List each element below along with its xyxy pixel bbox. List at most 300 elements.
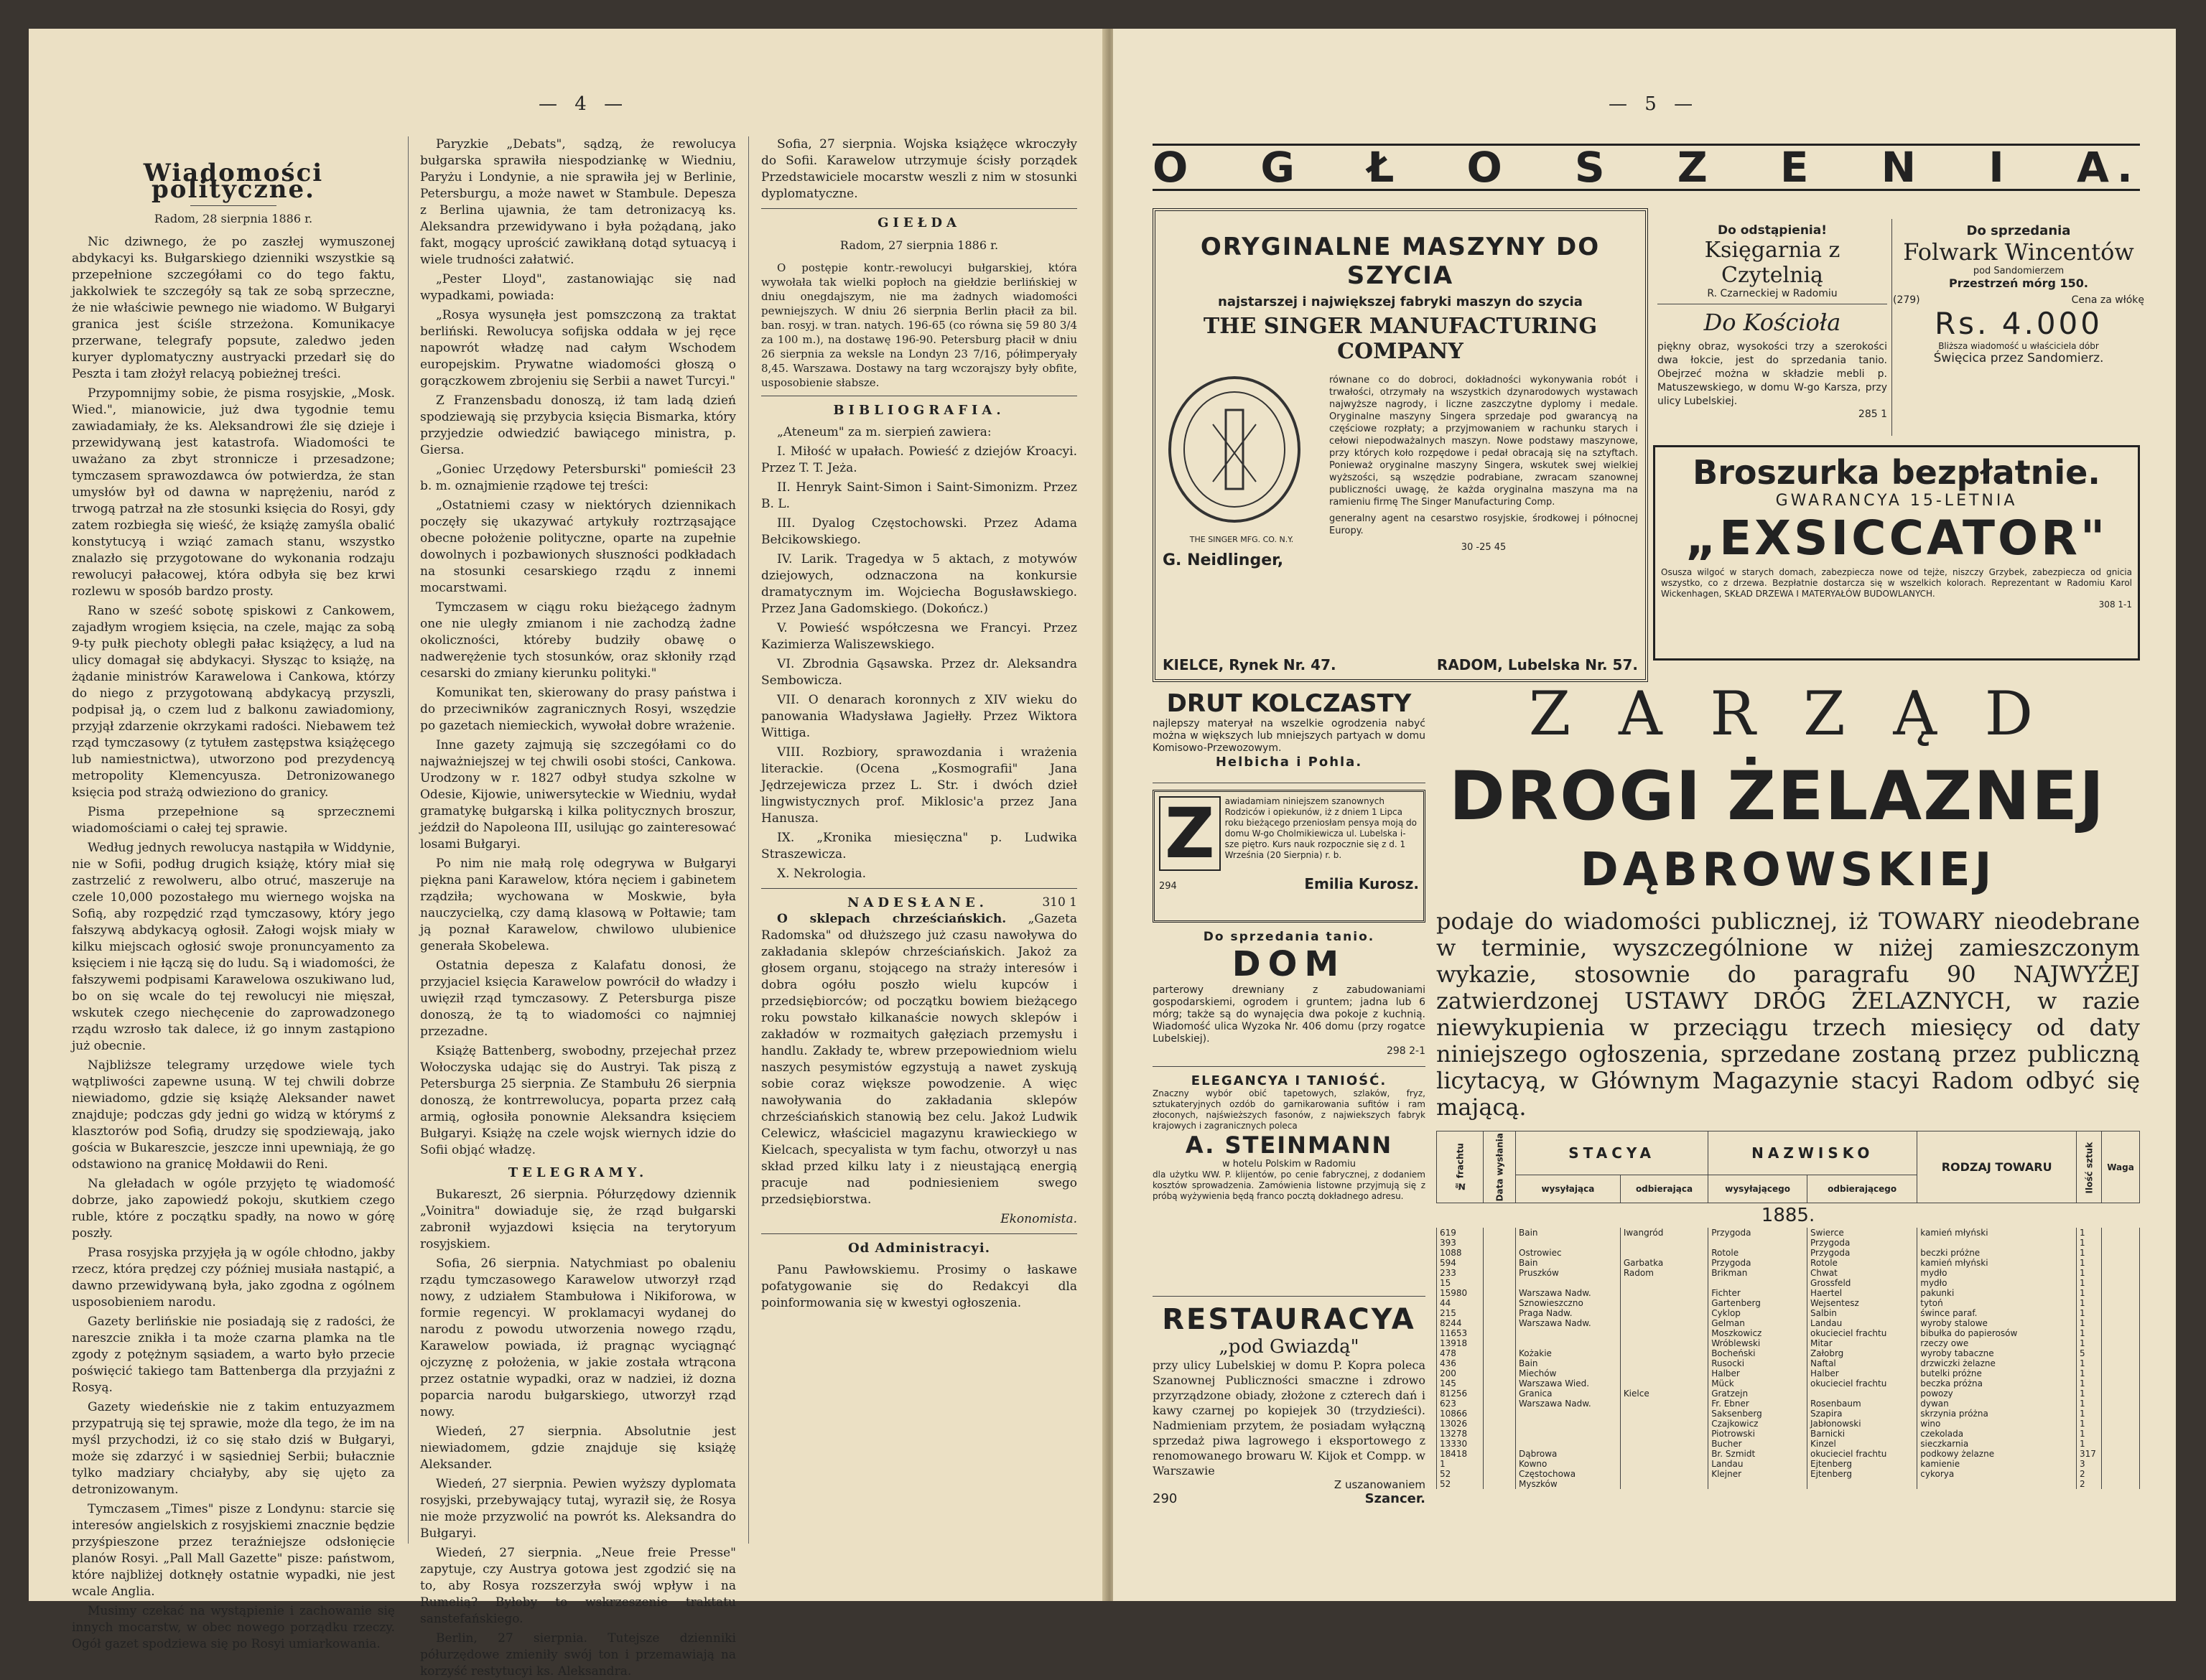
table-cell — [1484, 1248, 1516, 1258]
gielda-date: Radom, 27 sierpnia 1886 r. — [839, 238, 999, 252]
paragraph: Tymczasem „Times" pisze z Londynu: starcie się interesów angielskich z rosyjskiemi znacznie będzie przyśpieszone przez teraźniejsze odsłonięcie planów Rosyi. „Pall Mall Gazette" pisze: państwom, które najbliżej dotknęły ostatnie wypadki, nie jest wcale Anglia. — [72, 1502, 395, 1599]
table-cell — [1484, 1409, 1516, 1419]
table-cell: 215 — [1437, 1308, 1484, 1318]
table-cell — [2102, 1278, 2140, 1288]
table-cell: 1 — [2077, 1409, 2102, 1419]
paragraph: Komunikat ten, skierowany do prasy państwa i do przeciwników zagranicznych Rosyi, wszędzie po gazetach niemieckich, wywołał dobre wrażenie. — [420, 686, 736, 733]
table-cell: 145 — [1437, 1378, 1484, 1389]
table-cell: Częstochowa — [1516, 1469, 1621, 1479]
table-cell: okucieciel frachtu — [1807, 1328, 1917, 1338]
table-row — [1437, 1389, 2140, 1399]
table-cell: Radom — [1620, 1268, 1708, 1278]
table-cell — [1516, 1328, 1621, 1338]
table-cell: Gartenberg — [1708, 1298, 1807, 1308]
table-cell: 1 — [2077, 1248, 2102, 1258]
table-row — [1437, 1358, 2140, 1368]
table-cell: Rosenbaum — [1807, 1399, 1917, 1409]
table-cell: Szapira — [1807, 1409, 1917, 1419]
table-row — [1437, 1459, 2140, 1469]
nadeslane-heading: O sklepach chrześciańskich. — [777, 912, 1007, 926]
table-cell: Myszków — [1516, 1479, 1621, 1489]
table-cell: Mück — [1708, 1378, 1807, 1389]
singer-company: THE SINGER MANUFACTURING COMPANY — [1203, 314, 1598, 364]
table-cell — [1917, 1479, 2077, 1489]
bibliografia-item: VIII. Rozbiory, sprawozdania i wrażenia literackie. (Ocena „Kosmografii" Jana Jędrzejewicza przez L. Str. i dwóch dzieł lingwistycznych prof. Miklosic'a przez Jana Hanusza. — [761, 745, 1077, 826]
table-cell: tytoń — [1917, 1298, 2077, 1308]
table-cell: 13278 — [1437, 1429, 1484, 1439]
table-cell: Halber — [1807, 1368, 1917, 1378]
table-cell: 5 — [2077, 1348, 2102, 1358]
telegram: Wiedeń, 27 sierpnia. Pewien wyższy dyplomata rosyjski, przebywający tutaj, wyraził się, że Rosya nie może przyzwolić na powrót ks. Aleksandra do Bułgaryi. — [420, 1477, 736, 1541]
table-cell: kamień młyński — [1917, 1228, 2077, 1238]
table-row — [1437, 1268, 2140, 1278]
table-cell: Przygoda — [1807, 1248, 1917, 1258]
table-cell — [1484, 1338, 1516, 1348]
broszurka-title: Broszurka bezpłatnie. — [1693, 453, 2100, 492]
table-cell: Kielce — [1620, 1389, 1708, 1399]
table-cell — [2102, 1479, 2140, 1489]
singer-text: równane co do dobroci, dokładności wykonywania robót i trwałości, otrzymały na wszystkich dzynarodowych wystawach najwyższe nagrody, i liczne zaszczytne dyplomy i medale. Oryginalne maszyny Singera sprzedaje pod gwarancyą na częściowe rozpłaty; a przyjmowaniem w rachunku starych i cełowi niepodważalnych maszyn. Nowe podstawy maszynowe, przy których koło rozpędowe i pedał obracają się na sztyftach. Ponieważ oryginalne maszyny Singera, wskutek swej wielkiej wyższości, są wszędzie podrabiane, zwracam szanownej publiczności uwagę, że każda oryginalna maszyna ma na ramieniu firmę The Singer Manufacturing Comp. — [1329, 375, 1638, 508]
singer-seal-text: THE SINGER MFG. CO. N.Y. — [1189, 535, 1294, 544]
col-stacya-header: STACYA — [1516, 1131, 1708, 1175]
table-cell: Pruszków — [1516, 1268, 1621, 1278]
table-cell: 52 — [1437, 1479, 1484, 1489]
table-cell: 8244 — [1437, 1318, 1484, 1328]
table-cell: 1 — [2077, 1429, 2102, 1439]
table-cell: Garbatka — [1620, 1258, 1708, 1268]
paragraph: Najbliższe telegramy urzędowe wiele tych wątpliwości zapewne usuną. W tej chwili dobrze niewiadomo, gdzie się książę Aleksander nawet znajduje; podczas gdy jedni go widzą w którymś z klasztorów pod Sofią, drudzy się spodziewają, jako gościa w Bukareszcie, jeszcze inni upewniają, że go odstawiono na granicę Mołdawii do Reni. — [72, 1058, 395, 1172]
paragraph: Pisma przepełnione są sprzecznemi wiadomościami o całej tej sprawie. — [72, 805, 395, 836]
table-cell: Przygoda — [1807, 1238, 1917, 1248]
paragraph: Inne gazety zajmują się szczegółami co do najważniejszej w tej chwili osobi stości, Cankowa. Urodzony w r. 1827 odbył studya szkolne w Odesie, Kijowie, uniwersyteckie w Wiedniu, wydał gramatykę bułgarską i kilka politycznych broszur, jeździł do Napoleona III, usilując go zainteresować losami Bułgaryi. — [420, 738, 736, 851]
paragraph: Według jednych rewolucya nastąpiła w Widdynie, nie w Sofii, podług drugich książę, który miał się zastrzelić z rewolweru, albo otruć, maszeruje na czele 10,000 pozostałego mu wiernego wojska na Sofią, aby rozpędzić rząd tymczasowy, który jego fałszywą abdykacyą ogłosił. Załogi wojsk miały w kilku miejscach ogłosić swoje pronuncyamento za księciem i nie łączą się do ludu. Są i wiadomości, że fałszywemi podpisami Karawelowa oszukiwano lud, bo on się wcale do tej rewolucyi nie mięszał, wskutek czego niechęcenie do zaprowadzonego rządu wzrosło tak dalece, iż go innym zastąpiono już obecnie. — [72, 841, 395, 1053]
column-3 — [761, 136, 1077, 1558]
col-nazwisko-header: NAZWISKO — [1708, 1131, 1917, 1175]
table-cell — [1484, 1238, 1516, 1248]
col-rodzaj-header: RODZAJ TOWARU — [1917, 1131, 2077, 1203]
folwark-number: (279) — [1893, 294, 1920, 306]
table-cell: 1 — [2077, 1228, 2102, 1238]
table-cell: Ejtenberg — [1807, 1469, 1917, 1479]
header-letter: O — [1466, 143, 1509, 192]
table-cell: 1 — [2077, 1298, 2102, 1308]
table-cell: Warszawa Wied. — [1516, 1378, 1621, 1389]
bibliografia-item: VI. Zbrodnia Gąsawska. Przez dr. Aleksandra Sembowicza. — [761, 657, 1077, 688]
table-cell — [1620, 1399, 1708, 1409]
table-cell — [1620, 1318, 1708, 1328]
table-row — [1437, 1469, 2140, 1479]
table-cell — [2102, 1338, 2140, 1348]
table-cell: Fr. Ebner — [1708, 1399, 1807, 1409]
header-letter: A. — [2076, 143, 2140, 192]
zarzad-line1: Z A R Z Ą D — [1528, 678, 2048, 749]
table-cell: Piotrowski — [1708, 1429, 1807, 1439]
table-cell — [2102, 1469, 2140, 1479]
table-cell: Wróblewski — [1708, 1338, 1807, 1348]
header-letter: E — [1779, 143, 1816, 192]
table-cell — [1484, 1429, 1516, 1439]
header-letter: N — [1881, 143, 1924, 192]
table-cell: 1 — [2077, 1358, 2102, 1368]
table-cell: Dąbrowa — [1516, 1449, 1621, 1459]
table-cell — [1484, 1469, 1516, 1479]
table-body — [1437, 1228, 2140, 1489]
table-cell — [2102, 1439, 2140, 1449]
singer-subtitle: najstarszej i największej fabryki maszyn do szycia — [1218, 294, 1583, 309]
folwark-info: Bliższa wiadomość u właściciela dóbr — [1938, 341, 2099, 351]
table-cell — [2102, 1348, 2140, 1358]
table-cell: 1 — [2077, 1258, 2102, 1268]
table-row — [1437, 1419, 2140, 1429]
table-row — [1437, 1328, 2140, 1338]
paragraph: Gazety berlińskie nie posiadają się z radości, że nareszcie znikła i ta może czarna plamka na tle zgody z potężnym sąsiadem, a warto było przecie poświęcić takiego tam Battenberga dla przyjaźni z Rosyą. — [72, 1315, 395, 1395]
table-cell: drzwiczki żelazne — [1917, 1358, 2077, 1368]
bibliografia-item: II. Henryk Saint-Simon i Saint-Simonizm. Przez B. L. — [761, 480, 1077, 511]
table-row — [1437, 1378, 2140, 1389]
table-row — [1437, 1318, 2140, 1328]
paragraph: Paryzkie „Debats", sądzą, że rewolucya bułgarska sprawiła niespodziankę w Wiedniu, Paryżu i Londynie, a nie sprawiła jej w Berlinie, Petersburgu, a może nawet w Stambule. Depesza z Berlina ujawnia, że tam detronizacyą ks. Aleksandra przewidywano i była pożądaną, jako fakt, mogący uprościć zawikłaną dotąd sytuacyą i wiele trudności załatwić. — [420, 137, 736, 267]
bibliografia-item: V. Powieść współczesna we Francyi. Przez Kazimierza Waliszewskiego. — [761, 621, 1077, 652]
singer-title: ORYGINALNE MASZYNY DO SZYCIA — [1200, 233, 1601, 290]
table-cell: 44 — [1437, 1298, 1484, 1308]
bibliografia-item: III. Dyalog Częstochowski. Przez Adama Bełcikowskiego. — [761, 516, 1077, 547]
table-cell — [2102, 1298, 2140, 1308]
folwark-place: Święcica przez Sandomierz. — [1933, 351, 2104, 365]
table-cell: Kożakie — [1516, 1348, 1621, 1358]
table-cell: rzeczy owe — [1917, 1338, 2077, 1348]
zawiadamiam-text: awiadamiam niniejszem szanownych Rodziców i opiekunów, iż z dniem 1 Lipca roku bieżącego przeniosłam pensya moją do domu W-go Cholmikiewicza ul. Lubelska i-sze piętro. Kurs nauk rozpocznie się z d. 1 Września (20 Sierpnia) r. b. — [1224, 796, 1418, 860]
zawiadamiam-initial: Z — [1159, 796, 1221, 871]
table-cell: 1 — [2077, 1338, 2102, 1348]
table-cell: śwince paraf. — [1917, 1308, 2077, 1318]
drut-firm: Helbicha i Pohla. — [1215, 755, 1363, 770]
zawiadamiam-ad — [1153, 790, 1425, 923]
nadeslane-number: 310 1 — [1042, 895, 1077, 910]
table-cell: Salbin — [1807, 1308, 1917, 1318]
right-page-number: — 5 — — [1609, 93, 1699, 115]
paragraph: Po nim nie małą rolę odegrywa w Bułgaryi piękna pani Karawelow, która nęciem i gabinetem rządziła; wychowana w Moskwie, była nauczycielką, czy damą klasową w Połtawie; tam ją poznał Karawelow, chwilowo ulubienice generała Skobelewa. — [420, 857, 736, 953]
zawiadamiam-name: Emilia Kurosz. — [1304, 875, 1419, 892]
table-cell: butelki próżne — [1917, 1368, 2077, 1378]
table-cell: Naftal — [1807, 1358, 1917, 1368]
table-cell: Moszkowicz — [1708, 1328, 1807, 1338]
table-cell: 2 — [2077, 1469, 2102, 1479]
table-cell — [2102, 1328, 2140, 1338]
table-cell — [1484, 1348, 1516, 1358]
broszurka-sub: GWARANCYA 15-LETNIA — [1775, 492, 2018, 510]
table-cell: Rotole — [1708, 1248, 1807, 1258]
singer-seal-icon — [1163, 374, 1306, 532]
table-cell — [2102, 1409, 2140, 1419]
table-cell: 478 — [1437, 1348, 1484, 1358]
sub-header: odbierającego — [1807, 1175, 1917, 1203]
nadeslane-signature: Ekonomista. — [1000, 1212, 1077, 1226]
folwark-sub: pod Sandomierzem — [1973, 266, 2065, 276]
table-cell — [1620, 1248, 1708, 1258]
folwark-ad — [1889, 219, 2149, 436]
table-cell — [1484, 1318, 1516, 1328]
table-cell: 393 — [1437, 1238, 1484, 1248]
folwark-price: Rs. 4.000 — [1934, 306, 2103, 341]
table-cell: Warszawa Nadw. — [1516, 1288, 1621, 1298]
table-cell — [2102, 1288, 2140, 1298]
restauracya-sign: Szancer. — [1364, 1491, 1425, 1506]
ogloszenia-header — [1153, 144, 2140, 191]
paragraph: Tymczasem w ciągu roku bieżącego żadnym one nie uległy zmianom i nie zachodzą żadne okoliczności, któreby budziły obawę o nadwerężenie tych stosunków, oraz skłoniły rząd cesarski do zmiany kierunku polityki." — [420, 600, 736, 681]
table-cell — [2102, 1378, 2140, 1389]
table-cell: Sznowieszczno — [1516, 1298, 1621, 1308]
left-page-number: — 4 — — [539, 93, 629, 115]
bibliografia-item: IV. Larik. Tragedya w 5 aktach, z motywów dziejowych, odznaczona na konkursie dramatycznym im. Wojciecha Bogusławskiego. Przez Jana Gadomskiego. (Dokończ.) — [761, 552, 1077, 616]
table-cell: Granica — [1516, 1389, 1621, 1399]
table-cell: bibułka do papierosów — [1917, 1328, 2077, 1338]
broszurka-text: Osusza wilgoć w starych domach, zabezpiecza nowe od tejże, niszczy Grzybek, zabezpiecza od gnicia wszystko, co z drzewa. Bezpłatnie dostarcza się w wszelkich kolorach. Reprezentant w Radomiu Karol Wickenhagen, SKŁAD DRZEWA I MATERYAŁÓW BUDOWLANYCH. — [1661, 567, 2132, 599]
table-cell: Chwat — [1807, 1268, 1917, 1278]
bibliografia-item: X. Nekrologia. — [777, 867, 867, 881]
singer-ad — [1153, 208, 1648, 682]
header-letter: Ł — [1367, 143, 1402, 192]
table-row — [1437, 1368, 2140, 1378]
table-cell — [1484, 1368, 1516, 1378]
drut-text: najlepszy materyał na wszelkie ogrodzenia nabyć można w większych lub mniejszych partyach w domu Komisowo-Przewozowym. — [1153, 718, 1425, 754]
dom-ad — [1153, 930, 1425, 1067]
table-cell — [1484, 1298, 1516, 1308]
table-cell: beczka próżna — [1917, 1378, 2077, 1389]
table-cell: dywan — [1917, 1399, 2077, 1409]
table-cell: 1 — [2077, 1368, 2102, 1378]
table-cell — [1620, 1308, 1708, 1318]
paragraph: Nic dziwnego, że po zaszłej wymuszonej abdykacyi ks. Bułgarskiego dzienniki wszystkie są przepełnione szczegółami co do tego faktu, jakkolwiek te szczegóły są tak ze sobą sprzeczne, że nie właściwie pewnego nie wiadomo. W Bułgaryi granica jest ściśle strzeżona. Komunikacye przerwane, telegrafy popsute, zaledwo jeden kuryer dyplomatyczny austryacki przedarł się do Peszta i tam złożył relacyą pobieżnej treści. — [72, 235, 395, 381]
zarzad-line2: DROGI ŻELAZNEJ — [1448, 757, 2106, 836]
telegram: Wiedeń, 27 sierpnia. Absolutnie jest niewiadomem, gdzie znajduje się książę Aleksander. — [420, 1424, 736, 1472]
header-letter: O — [1153, 143, 1196, 192]
kosciola-title: Do Kościoła — [1703, 309, 1841, 336]
table-cell — [1620, 1459, 1708, 1469]
left-page — [29, 29, 1106, 1679]
folwark-price-label: Cena za włókę — [2071, 294, 2144, 306]
table-cell: 594 — [1437, 1258, 1484, 1268]
table-cell — [1620, 1338, 1708, 1348]
table-cell: 436 — [1437, 1358, 1484, 1368]
table-cell — [1484, 1258, 1516, 1268]
table-cell: wyroby tabaczne — [1917, 1348, 2077, 1358]
table-cell — [2102, 1308, 2140, 1318]
table-cell — [2102, 1258, 2140, 1268]
table-cell — [1516, 1419, 1621, 1429]
table-row — [1437, 1258, 2140, 1268]
table-cell: 1 — [2077, 1268, 2102, 1278]
elegancya-text2: dla użytku WW. P. klijentów, po cenie fabrycznej, z dodaniem kosztów sprowadzenia. Zamówienia listowne przyjmują się z próbą wyżywienia będą franco pocztą dokładnego adresu. — [1153, 1170, 1425, 1201]
table-cell: 1 — [2077, 1439, 2102, 1449]
table-row — [1437, 1278, 2140, 1288]
table-cell: okucieciel frachtu — [1807, 1378, 1917, 1389]
table-cell: 81256 — [1437, 1389, 1484, 1399]
table-cell: Ejtenberg — [1807, 1459, 1917, 1469]
table-cell — [1620, 1439, 1708, 1449]
table-cell: 1 — [2077, 1389, 2102, 1399]
table-cell: czekolada — [1917, 1429, 2077, 1439]
header-letter: I — [1988, 143, 2011, 192]
sub-header: wysyłającego — [1708, 1175, 1807, 1203]
singer-agent: G. Neidlinger, — [1163, 551, 1284, 569]
sub-header: wysyłająca — [1516, 1175, 1621, 1203]
column-divider — [408, 136, 409, 1544]
table-cell: Warszawa Nadw. — [1516, 1399, 1621, 1409]
table-cell: Haertel — [1807, 1288, 1917, 1298]
table-cell — [1620, 1479, 1708, 1489]
table-cell — [1484, 1228, 1516, 1238]
table-row — [1437, 1228, 2140, 1238]
elegancya-text: Znaczny wybór obić tapetowych, szlaków, fryz, sztukateryjnych ozdób do garnikarowania sufitów i ram złoconych, najświeższych fasonów, z najwiekszych fabryk krajowych i zagranicznych poleca — [1153, 1088, 1425, 1131]
table-cell — [1620, 1449, 1708, 1459]
bibliografia-item: VII. O denarach koronnych z XIV wieku do panowania Władysława Jagiełły. Przez Wiktora Wittiga. — [761, 693, 1077, 740]
table-cell: Landau — [1708, 1459, 1807, 1469]
drut-title: DRUT KOLCZASTY — [1166, 689, 1412, 718]
table-cell — [1484, 1268, 1516, 1278]
table-cell: Kowno — [1516, 1459, 1621, 1469]
table-cell: 10866 — [1437, 1409, 1484, 1419]
nadeslane-text: „Gazeta Radomska" od dłuższego już czasu nawoływa do zakładania sklepów chrześciańskich. Jakoż za głosem organu, stojącego na straży interesów i dobra ogółu poszło wielu kupców i przedsiębiorców; od początku bowiem bieżącego roku powstało kilkanaście nowych sklepów i zakładów w rozmaitych gałęziach przemysłu i handlu. Zakłady te, wbrew przepowiedniom wielu naszych pesymistów egzystują a nawet zyskują sobie coraz większe powodzenie. A więc nawoływania do zakładania sklepów chrześciańskich stanowią bez celu. Jakoż Ludwik Celewicz, właściciel magazynu krawieckiego w Kielcach, specyalista w tym fachu, otworzył u nas skład przed kilku laty i z nieustającą energią pracuje nad podniesieniem swego przedsiębiorstwa. — [761, 912, 1077, 1207]
table-cell: 1 — [2077, 1238, 2102, 1248]
paragraph: „Rosya wysunęła jest pomszczoną za traktat berliński. Rewolucya sofijska oddała w jej ręce napowrót władzę nad całym Wschodem europejskim. Prywatne wiadomości głoszą o gorączkowem zbrojeniu się Serbii a nawet Turcyi." — [420, 308, 736, 388]
table-cell — [1484, 1358, 1516, 1368]
gielda-text: O postępie kontr.-rewolucyi bułgarskiej, która wywołała tak wielki popłoch na giełdzie berlińskiej w dniu onegdajszym, nie ma żadnych wiadomości pewniejszych. W dniu 26 sierpnia Berlin płacił za bil. ban. rosyj. w tran. natych. 196-65 (co równa się 59 80 3/4 za 100 m.), na dostawę 196-90. Petersburg płacił w dniu 26 sierpnia za weksle na Londyn 23 7/16, półimperyały 8,45. Warszawa. Dostawy na targ wczorajszy były obfite, usposobienie słabsze. — [761, 261, 1077, 389]
table-cell — [1708, 1278, 1807, 1288]
table-cell: 1 — [2077, 1288, 2102, 1298]
admin-text: Panu Pawłowskiemu. Prosimy o łaskawe pofatygowanie się do Redakcyi dla poinformowania się w kwestyi ogłoszenia. — [761, 1263, 1077, 1310]
dom-text: parterowy drewniany z zabudowaniami gospodarskiemi, ogrodem i gruntem; jadna lub 6 mórg; także są do wynajęcia dwa pokoje z kuchnią. Wiadomość ulica Wyzoka Nr. 406 domu (przy rogatce Lubelskiej). — [1153, 984, 1425, 1045]
table-cell: 13918 — [1437, 1338, 1484, 1348]
sub-header: odbierająca — [1620, 1175, 1708, 1203]
header-letter: G — [1260, 143, 1303, 192]
table-cell: 1 — [2077, 1399, 2102, 1409]
table-cell: Gratzejn — [1708, 1389, 1807, 1399]
table-cell — [1620, 1469, 1708, 1479]
table-cell — [1807, 1479, 1917, 1489]
restauracya-sign-pre: Z uszanowaniem — [1334, 1478, 1425, 1491]
table-cell — [1917, 1238, 2077, 1248]
table-cell — [1484, 1288, 1516, 1298]
table-row — [1437, 1439, 2140, 1449]
header-letter: S — [1574, 143, 1612, 192]
table-cell: 52 — [1437, 1469, 1484, 1479]
table-cell — [2102, 1358, 2140, 1368]
towary-table — [1436, 1131, 2140, 1489]
elegancya-title: ELEGANCYA I TANIOŚĆ. — [1191, 1073, 1387, 1088]
restauracya-text: przy ulicy Lubelskiej w domu P. Kopra poleca Szanownej Publiczności smaczne i zdrowo przyrządzone obiady, złożone z czterech dań i kawy czarnej po kopiejek 30 (trzydzieści). Nadmieniam przytem, że posiadam wyłączną sprzedaż piwa lagrowego i eksportowego z renomowanego browaru W. Kijok et Compp. w Warszawie — [1153, 1358, 1425, 1478]
table-cell: Jabłonowski — [1807, 1419, 1917, 1429]
table-cell: 619 — [1437, 1228, 1484, 1238]
table-row — [1437, 1248, 2140, 1258]
singer-number: 30 -25 45 — [1461, 542, 1507, 553]
telegram: Sofia, 26 sierpnia. Natychmiast po obaleniu rządu tymczasowego Karawelow utworzył rząd nowy, z udziałem Stambułowa i Nikiforowa, w formie regencyi. W proklamacyi wydanej do narodu z powodu utworzenia nowego rządu, Karawelow powiada, iż pragnąc wyciągnąć ojczyznę z położenia, w jakie została wtrącona przez ostatnie wypadki, oraz w nadziei, iż dozna poparcia narodu bułgarskiego, utworzył rząd nowy. — [420, 1256, 736, 1419]
paragraph: Gazety wiedeńskie nie z takim entuzyazmem przypatrują się tej sprawie, może dla tego, że im na myśl przychodzi, iż co się stało dziś w Bułgaryi, może się zdarzyć i w sąsiedniej Serbii; bułacznie tylko madziary chciałyby, aby się ujęto za detronizowanym. — [72, 1400, 395, 1497]
table-cell: 13026 — [1437, 1419, 1484, 1429]
table-cell — [2102, 1459, 2140, 1469]
table-cell — [1484, 1308, 1516, 1318]
table-cell — [1484, 1449, 1516, 1459]
table-cell — [1620, 1419, 1708, 1429]
table-cell: 623 — [1437, 1399, 1484, 1409]
table-cell — [1516, 1409, 1621, 1419]
paragraph: „Pester Lloyd", zastanowiając się nad wypadkami, powiada: — [420, 272, 736, 303]
ksiegarnia-title: Księgarnia z Czytelnią — [1704, 238, 1840, 288]
table-cell — [2102, 1399, 2140, 1409]
table-cell: Kinzel — [1807, 1439, 1917, 1449]
header-letter: Z — [1677, 143, 1715, 192]
paragraph: Z Franzensbadu donoszą, iż tam ladą dzień spodziewają się przybycia księcia Bismarka, który przyjedzie odwiedzić bawiącego ministra, p. Giersa. — [420, 393, 736, 457]
table-cell — [2102, 1429, 2140, 1439]
table-cell — [2102, 1238, 2140, 1248]
telegram-sofia: Sofia, 27 sierpnia. Wojska książęce wkroczyły do Sofii. Karawelow utrzymuje ścisły porządek Przedstawiciele mocarstw weszli z nim w stosunki dyplomatyczne. — [761, 137, 1077, 201]
paragraph: Musimy czekać na wystąpienie i zachowanie się innych mocarstw, w obec nowego porządku rzeczy. Ogół gazet spodziewa się po Rosyi umiarkowania. — [72, 1604, 395, 1651]
telegram: Wiedeń, 27 sierpnia. „Neue freie Presse" zapytuje, czy Austrya gotowa jest zgodzić się na to, aby Rosya rozszerzyła swój wpływ i na Rumelią? Byłoby to wskrzeszenie traktatu sanstefańskiego. — [420, 1546, 736, 1626]
column-2 — [420, 136, 736, 1679]
table-cell: 1 — [2077, 1318, 2102, 1328]
table-cell: Bain — [1516, 1228, 1621, 1238]
table-cell: sieczkarnia — [1917, 1439, 2077, 1449]
table-cell: 11653 — [1437, 1328, 1484, 1338]
table-cell: 2 — [2077, 1479, 2102, 1489]
bibliografia-item: I. Miłość w upałach. Powieść z dziejów Kroacyi. Przez T. T. Jeża. — [761, 444, 1077, 475]
table-row — [1437, 1288, 2140, 1298]
folwark-area: Przestrzeń mórg 150. — [1948, 276, 2089, 290]
elegancya-firm: A. STEINMANN — [1185, 1131, 1393, 1159]
table-cell — [1516, 1278, 1621, 1288]
paragraph: Prasa rosyjska przyjęła ją w ogóle chłodno, jakby rzecz, która prędzej czy później musiała nastąpić, a dawno przewidywaną była, jako zgodna z ogólnem usposobieniem narodu. — [72, 1246, 395, 1310]
table-cell — [2102, 1419, 2140, 1429]
paragraph: Przypomnijmy sobie, że pisma rosyjskie, „Mosk. Wied.", mianowicie, już dwa tygodnie temu zawiadamiały, że ks. Aleksandrowi źle się dzieje i przewidywaną jest katastrofa. Wiadomości te uważano za zbyt stronnicze i przesadzone; tymczasem sprawozdawca ów potwierdza, że stan umysłów był od dawna w naprężeniu, naród z trwogą patrzał na złe stosunki księcia do Rosyi, gdy zatem rozbiegła się wieść, że książę zamyśla obalić konstytucyą i wziąć zamach stanu, wszystko znalazło się przygotowane do wykonania rodzaju rewolucyi pałacowej, która odbyła się bez krwi rozlewu w sposób bardzo prosty. — [72, 386, 395, 599]
zarzad-text: podaje do wiadomości publicznej, iż TOWARY nieodebrane w terminie, wyszczególnione w niżej zamieszczonym wykazie, stosownie do paragrafu 90 NAJWYŻEJ zatwierdzonej USTAWY DRÓG ŻELAZNYCH, w razie niewykupienia w przeciągu trzech miesięcy od daty niniejszego ogłoszenia, sprzedane zostaną przez publiczną licytacyą, w Głównym Magazynie stacyi Radom odbyć się mającą. — [1436, 907, 2140, 1121]
table-cell: 1 — [2077, 1308, 2102, 1318]
table-row — [1437, 1238, 2140, 1248]
table-cell: Rusocki — [1708, 1358, 1807, 1368]
table-cell: mydło — [1917, 1268, 2077, 1278]
table-cell: Ostrowiec — [1516, 1248, 1621, 1258]
table-cell — [1516, 1439, 1621, 1449]
table-row — [1437, 1429, 2140, 1439]
table-cell: 233 — [1437, 1268, 1484, 1278]
table-cell: Mitar — [1807, 1338, 1917, 1348]
table-cell: podkowy żelazne — [1917, 1449, 2077, 1459]
bibliografia-intro: „Ateneum" za m. sierpień zawiera: — [777, 425, 992, 439]
table-cell — [1620, 1378, 1708, 1389]
dom-top: Do sprzedania tanio. — [1203, 930, 1375, 944]
table-cell — [2102, 1368, 2140, 1378]
table-cell: Brikman — [1708, 1268, 1807, 1278]
broszurka-ad — [1653, 445, 2140, 661]
kosciola-number: 285 1 — [1858, 409, 1887, 420]
table-cell — [1484, 1479, 1516, 1489]
table-cell — [1708, 1238, 1807, 1248]
table-cell: 18418 — [1437, 1449, 1484, 1459]
table-row — [1437, 1298, 2140, 1308]
table-cell: Klejner — [1708, 1469, 1807, 1479]
table-cell — [1620, 1368, 1708, 1378]
paragraph: Ostatnia depesza z Kalafatu donosi, że przyjaciel księcia Karawelow powrócił do władzy i uwięził rząd tymczasowy. Z Petersburga pisze donoszą, że tą to wiadomości co najmniej przezadne. — [420, 958, 736, 1039]
column-divider — [748, 136, 749, 1544]
table-cell — [1620, 1358, 1708, 1368]
table-cell — [1620, 1429, 1708, 1439]
table-cell: Bucher — [1708, 1439, 1807, 1449]
table-cell: Saksenberg — [1708, 1409, 1807, 1419]
table-cell: Miechów — [1516, 1368, 1621, 1378]
table-cell — [1484, 1278, 1516, 1288]
telegram: Berlin, 27 sierpnia. Tutejsze dzienniki półurzędowe zmieniły swój ton i przemawiają na korzyść restytucyi ks. Aleksandra. — [420, 1631, 736, 1679]
table-cell: Przygoda — [1708, 1228, 1807, 1238]
dom-title: DOM — [1232, 944, 1346, 984]
table-cell — [1620, 1348, 1708, 1358]
